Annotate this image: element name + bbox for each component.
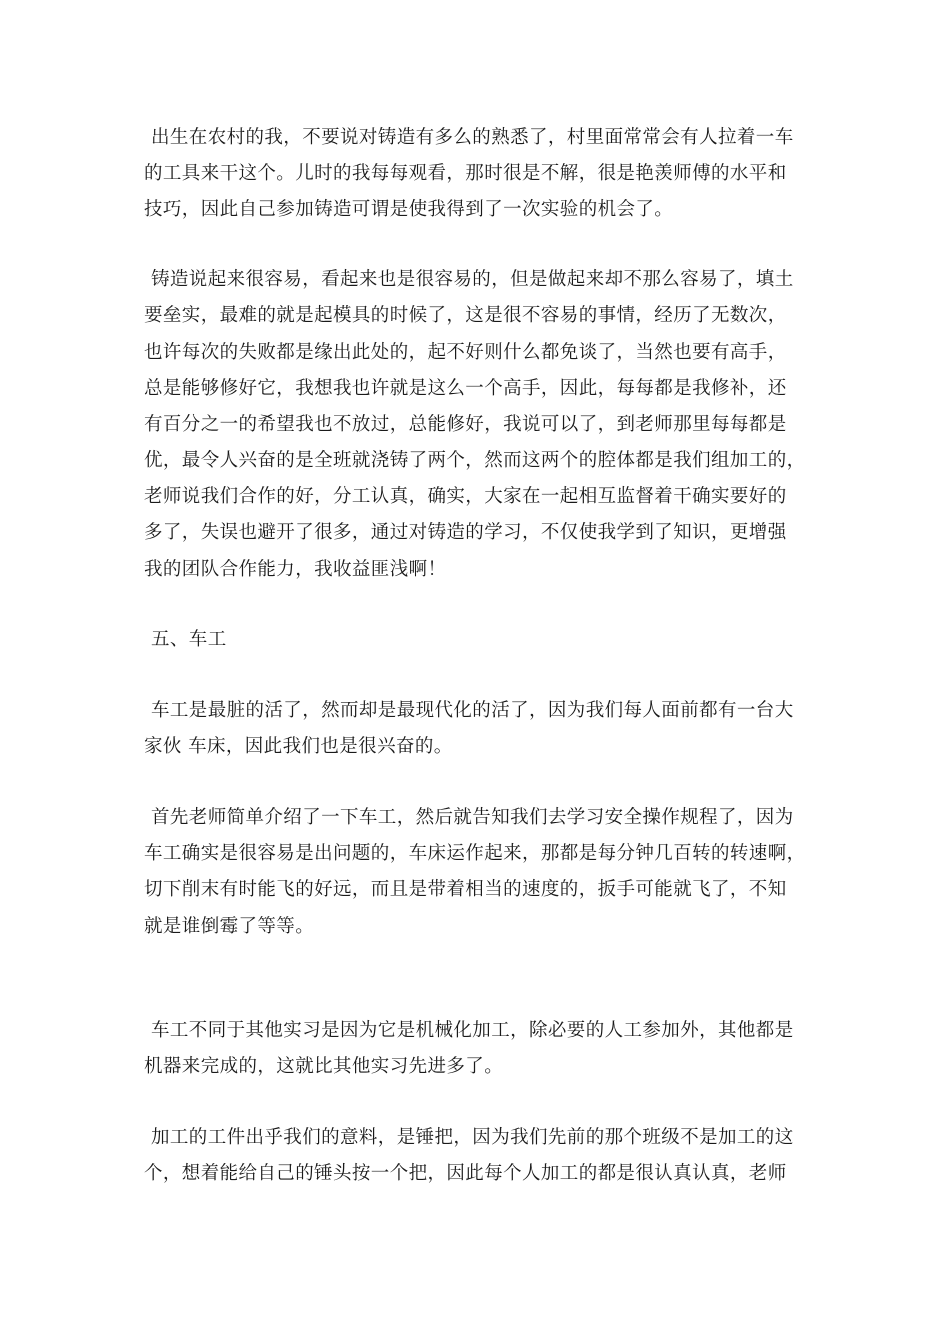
paragraph-2-line-8: 多了，失误也避开了很多，通过对铸造的学习，不仅使我学到了知识，更增强 bbox=[144, 522, 787, 543]
paragraph-4-line-1: 首先老师简单介绍了一下车工，然后就告知我们去学习安全操作规程了，因为 bbox=[151, 807, 794, 828]
paragraph-3-line-2: 家伙 车床，因此我们也是很兴奋的。 bbox=[144, 736, 453, 757]
paragraph-2-line-1: 铸造说起来很容易，看起来也是很容易的，但是做起来却不那么容易了，填土 bbox=[151, 269, 794, 290]
paragraph-2-line-3: 也许每次的失败都是缘出此处的，起不好则什么都免谈了，当然也要有高手， bbox=[144, 342, 787, 363]
paragraph-4-line-2: 车工确实是很容易是出问题的，车床运作起来，那都是每分钟几百转的转速啊， bbox=[144, 843, 806, 864]
paragraph-2-line-7: 老师说我们合作的好，分工认真，确实，大家在一起相互监督着干确实要好的 bbox=[144, 486, 787, 507]
section-heading: 五、车工 bbox=[151, 629, 227, 650]
paragraph-2-line-2: 要垒实，最难的就是起模具的时候了，这是很不容易的事情，经历了无数次， bbox=[144, 305, 787, 326]
paragraph-6-line-1: 加工的工件出乎我们的意料，是锤把，因为我们先前的那个班级不是加工的这 bbox=[151, 1127, 794, 1148]
paragraph-5-line-1: 车工不同于其他实习是因为它是机械化加工，除必要的人工参加外，其他都是 bbox=[151, 1020, 794, 1041]
paragraph-1-line-2: 的工具来干这个。儿时的我每每观看，那时很是不解，很是艳羡师傅的水平和 bbox=[144, 163, 787, 184]
paragraph-3-line-1: 车工是最脏的活了，然而却是最现代化的活了，因为我们每人面前都有一台大 bbox=[151, 700, 794, 721]
paragraph-1-line-3: 技巧，因此自己参加铸造可谓是使我得到了一次实验的机会了。 bbox=[144, 199, 674, 220]
paragraph-5-line-2: 机器来完成的，这就比其他实习先进多了。 bbox=[144, 1056, 504, 1077]
paragraph-2-line-4: 总是能够修好它，我想我也许就是这么一个高手，因此，每每都是我修补，还 bbox=[144, 378, 787, 399]
paragraph-2-line-9: 我的团队合作能力，我收益匪浅啊！ bbox=[144, 559, 447, 580]
paragraph-4-line-3: 切下削末有时能飞的好远，而且是带着相当的速度的，扳手可能就飞了，不知 bbox=[144, 879, 787, 900]
paragraph-4-line-4: 就是谁倒霉了等等。 bbox=[144, 916, 315, 937]
paragraph-6-line-2: 个，想着能给自己的锤头按一个把，因此每个人加工的都是很认真认真，老师 bbox=[144, 1163, 787, 1184]
paragraph-1-line-1: 出生在农村的我，不要说对铸造有多么的熟悉了，村里面常常会有人拉着一车 bbox=[151, 127, 794, 148]
paragraph-2-line-5: 有百分之一的希望我也不放过，总能修好，我说可以了，到老师那里每每都是 bbox=[144, 414, 787, 435]
paragraph-2-line-6: 优，最令人兴奋的是全班就浇铸了两个，然而这两个的腔体都是我们组加工的， bbox=[144, 450, 806, 471]
